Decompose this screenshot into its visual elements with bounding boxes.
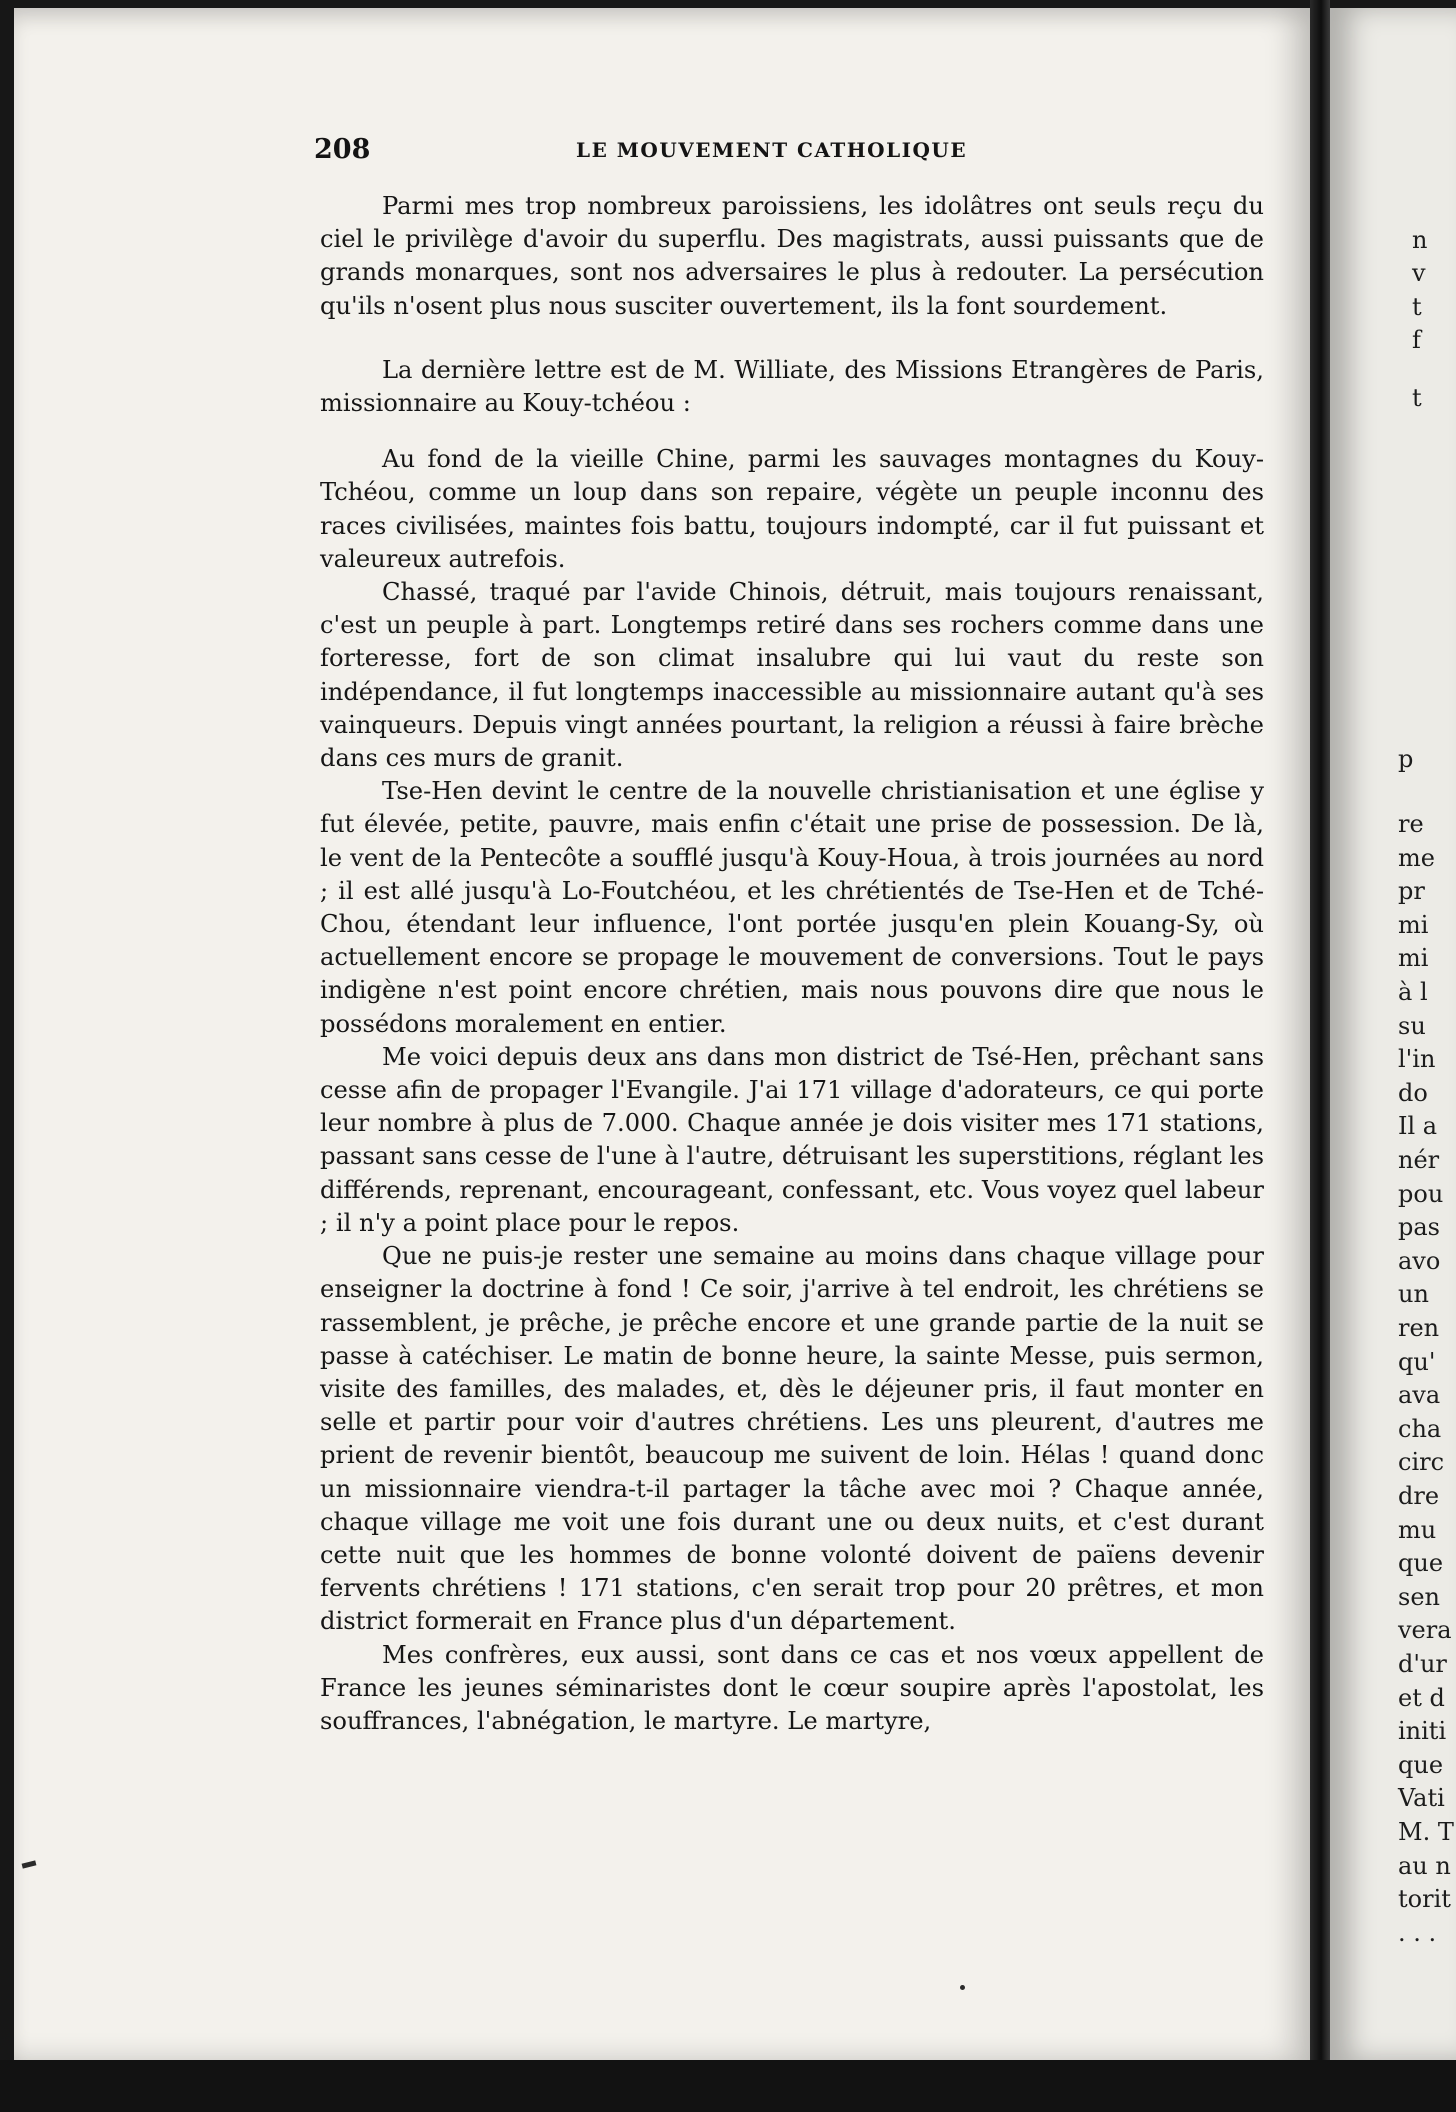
facing-page-fragment: me — [1398, 843, 1435, 872]
facing-page-fragment: su — [1398, 1011, 1426, 1040]
scan-bottom-border — [0, 2060, 1456, 2112]
paragraph: Tse-Hen devint le centre de la nouvelle christianisation et une église y fut élevée, petite, pauvre, mais enfin c'était une prise de possession. De là, le vent de la Pentecôte a soufflé jusqu'à Kouy-Houa, à trois journées au nord ; il est allé jusqu'à Lo-Foutchéou, et les chrétientés de Tse-Hen et de Tché-Chou, étendant leur influence, l'ont portée jusqu'en plein Kouang-Sy, où actuellement encore se propage le mouvement de conversions. Tout le pays indigène n'est point encore chrétien, mais nous pouvons dire que nous le possédons moralement en entier. — [320, 777, 1264, 1038]
book-gutter — [1310, 0, 1330, 2112]
facing-page-fragment: pas — [1398, 1213, 1440, 1242]
running-header — [314, 132, 1274, 172]
paragraph: La dernière lettre est de M. Williate, des Missions Etrangères de Paris, missionnaire au Kouy-tchéou : — [320, 355, 1264, 418]
paragraph: Chassé, traqué par l'avide Chinois, détruit, mais toujours renaissant, c'est un peuple à part. Longtemps retiré dans ses rochers comme dans une forteresse, fort de son climat insalubre qui lui vaut du reste son indépendance, il fut longtemps inaccessible au missionnaire autant qu'à ses vainqueurs. Depuis vingt années pourtant, la religion a réussi à faire brèche dans ces murs de granit. — [320, 578, 1264, 773]
facing-page-fragment: t — [1412, 384, 1422, 412]
facing-page-fragment: mi — [1398, 910, 1429, 939]
facing-page-fragment: d'ur — [1398, 1650, 1447, 1678]
facing-page-fragment: sen — [1398, 1582, 1440, 1611]
facing-page-text-fragments — [1330, 8, 1456, 2060]
facing-page-fragment: f — [1412, 326, 1421, 354]
facing-page-fragment: pr — [1398, 877, 1425, 906]
facing-page-fragment: circ — [1398, 1448, 1445, 1477]
facing-page-fragment: au n — [1398, 1851, 1451, 1880]
facing-page-fragment: qu' — [1398, 1347, 1436, 1376]
facing-page-fragment: . . . — [1398, 1918, 1437, 1947]
facing-page-fragment: t — [1412, 293, 1422, 321]
main-text-block — [320, 190, 1264, 1738]
facing-page-fragment: M. T — [1398, 1818, 1454, 1846]
facing-page-fragment: mu — [1398, 1515, 1437, 1544]
facing-page-fragment: cha — [1398, 1414, 1442, 1443]
paragraph: Que ne puis-je rester une semaine au moins dans chaque village pour enseigner la doctrine à fond ! Ce soir, j'arrive à tel endroit, les chrétiens se rassemblent, je prêche, je prêche encore et une grande partie de la nuit se passe à catéchiser. Le matin de bonne heure, la sainte Messe, puis sermon, visite des familles, des malades, et, dès le déjeuner pris, il faut monter en selle et partir pour voir d'autres chrétiens. Les uns pleurent, d'autres me prient de revenir bientôt, beaucoup me suivent de loin. Hélas ! quand donc un missionnaire viendra-t-il partager la tâche avec moi ? Chaque année, chaque village me voit une fois durant une ou deux nuits, et c'est durant cette nuit que les hommes de bonne volonté doivent de païens devenir fervents chrétiens ! 171 stations, c'en serait trop pour 20 prêtres, et mon district formerait en France plus d'un département. — [320, 1242, 1264, 1636]
facing-page-fragment: vera — [1398, 1616, 1452, 1645]
paragraph: Au fond de la vieille Chine, parmi les sauvages montagnes du Kouy-Tchéou, comme un loup dans son repaire, végète un peuple inconnu des races civilisées, maintes fois battu, toujours indompté, car il fut puissant et valeureux autrefois. — [320, 445, 1264, 573]
facing-page-fragment: un — [1398, 1280, 1429, 1309]
paragraph: Me voici depuis deux ans dans mon district de Tsé-Hen, prêchant sans cesse afin de propager l'Evangile. J'ai 171 village d'adorateurs, ce qui porte leur nombre à plus de 7.000. Chaque année je dois visiter mes 171 stations, passant sans cesse de l'une à l'autre, détruisant les superstitions, réglant les différends, reprenant, encourageant, confessant, etc. Vous voyez quel labeur ; il n'y a point place pour le repos. — [320, 1042, 1264, 1237]
facing-page-fragment: p — [1398, 745, 1414, 773]
facing-page-fragment: dre — [1398, 1482, 1440, 1510]
facing-page-fragment: ava — [1398, 1381, 1441, 1410]
facing-page-fragment: que — [1398, 1549, 1444, 1578]
facing-page-fragment: initi — [1398, 1717, 1447, 1746]
page-number: 208 — [314, 134, 371, 165]
paragraph: Mes confrères, eux aussi, sont dans ce cas et nos vœux appellent de France les jeunes séminaristes dont le cœur soupire après l'apostolat, les souffrances, l'abnégation, le martyre. Le martyre, — [320, 1640, 1264, 1735]
facing-page-fragment: Vati — [1398, 1784, 1445, 1813]
facing-page-fragment: v — [1412, 259, 1426, 287]
facing-page-fragment: nér — [1398, 1146, 1440, 1174]
facing-page-fragment: l'in — [1398, 1045, 1436, 1074]
facing-page-fragment: ren — [1398, 1314, 1440, 1342]
facing-page-fragment: à l — [1398, 978, 1428, 1006]
facing-page-fragment: re — [1398, 810, 1424, 838]
facing-page-fragment: n — [1412, 226, 1428, 254]
page-speck-mark — [960, 1985, 965, 1990]
facing-page-fragment: pou — [1398, 1179, 1444, 1208]
right-page-edge — [1330, 8, 1456, 2060]
facing-page-fragment: do — [1398, 1078, 1428, 1107]
facing-page-fragment: Il a — [1398, 1112, 1438, 1141]
paragraph: Parmi mes trop nombreux paroissiens, les idolâtres ont seuls reçu du ciel le privilège d'avoir du superflu. Des magistrats, aussi puissants que de grands monarques, sont nos adversaires le plus à redouter. La persécution qu'ils n'osent plus nous susciter ouvertement, ils la font sourdement. — [320, 192, 1264, 320]
facing-page-fragment: que — [1398, 1750, 1444, 1779]
facing-page-fragment: torit — [1398, 1885, 1451, 1914]
facing-page-fragment: et d — [1398, 1683, 1445, 1712]
facing-page-fragment: avo — [1398, 1246, 1441, 1275]
facing-page-fragment: mi — [1398, 944, 1429, 973]
running-title: LE MOUVEMENT CATHOLIQUE — [576, 138, 968, 162]
